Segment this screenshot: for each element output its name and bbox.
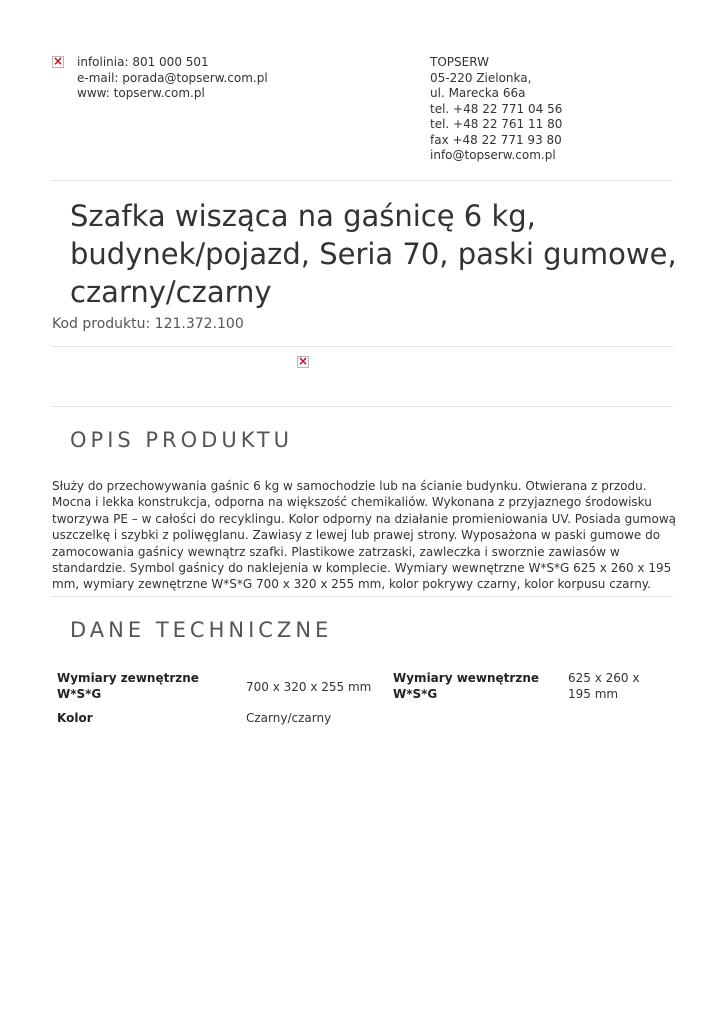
spec-outer-dimensions-value: 700 x 320 x 255 mm	[246, 680, 372, 694]
website-text: www: topserw.com.pl	[77, 86, 205, 100]
company-email: info@topserw.com.pl	[430, 148, 556, 162]
divider	[52, 180, 673, 181]
product-code: Kod produktu: 121.372.100	[52, 316, 244, 332]
company-street: ul. Marecka 66a	[430, 86, 526, 100]
email-text: e-mail: porada@topserw.com.pl	[77, 70, 268, 85]
spec-color-value: Czarny/czarny	[246, 711, 332, 725]
spec-inner-dimensions-label: Wymiary wewnętrzne W*S*G	[393, 671, 540, 701]
divider	[52, 596, 673, 597]
spec-outer-dimensions-label: Wymiary zewnętrzne W*S*G	[57, 671, 199, 701]
contact-info	[77, 55, 268, 102]
hotline-text: infolinia: 801 000 501	[77, 55, 209, 69]
company-phone-2: tel. +48 22 761 11 80	[430, 117, 563, 131]
company-city: 05-220 Zielonka,	[430, 70, 532, 85]
description-heading: OPIS PRODUKTU	[70, 428, 294, 452]
description-text: Służy do przechowywania gaśnic 6 kg w samochodzie lub na ścianie budynku. Otwierana z przodu. Mocna i lekka konstrukcja, odporna na większość chemikaliów. Wykonana z przyjaznego środowisku tworzywa PE – w całości do recyklingu. Kolor odporny na działanie promieniowania UV. Posiada gumową uszczelkę i szybki z poliwęglanu. Zawiasy z lewej lub prawej strony. Wyposażona w paski gumowe do zamocowania gaśnicy wewnątrz szafki. Plastikowe zatrzaski, zawleczka i sworznie zawiasów w standardzie. Symbol gaśnicy do naklejenia w komplecie. Wymiary wewnętrzne W*S*G 625 x 260 x 195 mm, wymiary zewnętrzne W*S*G 700 x 320 x 255 mm, kolor pokrywy czarny, kolor korpusu czarny.	[52, 479, 676, 592]
product-title: Szafka wisząca na gaśnicę 6 kg, budynek/pojazd, Seria 70, paski gumowe, czarny/czarny	[70, 199, 677, 309]
broken-image-icon	[52, 56, 64, 68]
company-address	[430, 55, 562, 164]
divider	[52, 346, 673, 347]
company-phone-1: tel. +48 22 771 04 56	[430, 101, 563, 116]
spec-inner-dimensions-value: 625 x 260 x 195 mm	[568, 671, 640, 701]
company-fax: fax +48 22 771 93 80	[430, 132, 562, 147]
technical-heading: DANE TECHNICZNE	[70, 618, 333, 642]
divider	[52, 406, 673, 407]
company-name: TOPSERW	[430, 55, 489, 69]
product-image-broken-icon	[297, 356, 309, 368]
spec-color-label: Kolor	[57, 711, 93, 725]
